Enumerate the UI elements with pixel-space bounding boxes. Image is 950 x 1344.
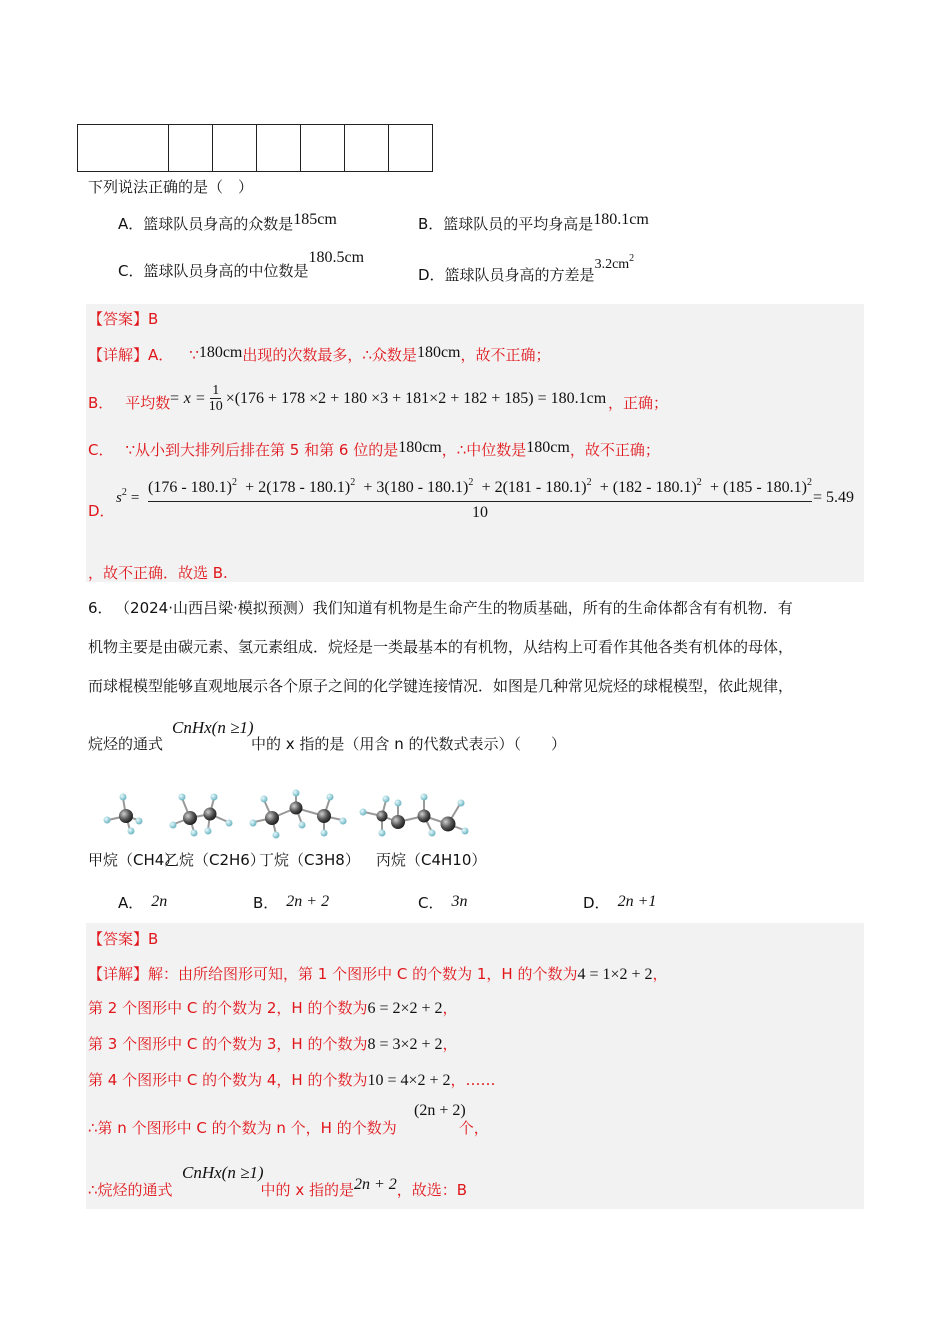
q6-option-d: D． 2n +1 [583, 893, 657, 912]
detail-line-c: C． ∵从小到大排列后排在第 5 和第 6 位的是180cm，∴中位数是180cm，故不正确； [88, 439, 660, 459]
q6-option-b: B． 2n + 2 [253, 893, 330, 912]
answer-label: 【答案】B [88, 310, 159, 328]
table-cell [213, 125, 257, 172]
option-c-label: C．篮球队员身高的中位数是 [118, 262, 309, 280]
ethane-model [170, 794, 233, 837]
option-d-math: $3.2cm^2$ [594, 253, 635, 272]
variance-symbol: $s^2$ = [116, 487, 140, 506]
butane-label: 丙烷（C4H10） [376, 851, 487, 869]
variance-term: + (182 - 180.1)$^2$ [599, 477, 702, 496]
height-table [77, 124, 433, 172]
h-count-expression: (2n + 2) [414, 1102, 466, 1119]
variance-result: = 5.49 [813, 489, 855, 506]
methane-label: 甲烷（CH4） [88, 851, 180, 869]
detail-line-a: 【详解】A． ∵180cm出现的次数最多，∴众数是180cm，故不正确； [88, 344, 551, 364]
detail2-line-1: 【详解】解：由所给图形可知，第 1 个图形中 C 的个数为 1，H 的个数为4 = 1×2 + 2， [88, 965, 668, 983]
variance-numerator [148, 477, 812, 497]
molecule-models [86, 786, 476, 842]
answer-label-2: 【答案】B [88, 930, 159, 948]
alkane-formula: CnHx(n ≥1) [172, 718, 254, 737]
propane-model [250, 790, 347, 839]
detail2-line-6: ∴烷烃的通式 中的 x 指的是2n + 2，故选：B [88, 1176, 468, 1199]
ethane-label: 乙烷（C2H6） [164, 851, 265, 869]
question-6-line-2: 机物主要是由碳元素、氢元素组成．烷烃是一类最基本的有机物，从结构上可看作其他各类有机体的母体， [88, 638, 794, 656]
detail2-line-4: 第 4 个图形中 C 的个数为 4，H 的个数为10 = 4×2 + 2，…… [88, 1071, 496, 1089]
alkane-formula-2: CnHx(n ≥1) [182, 1163, 264, 1182]
option-a-math: 185cm [293, 211, 337, 228]
option-d-label: D．篮球队员身高的方差是 [418, 266, 595, 284]
variance-term: + 2(178 - 180.1)$^2$ [245, 477, 356, 496]
butane-model [360, 794, 469, 837]
table-cell [78, 125, 169, 172]
option-b-label: B．篮球队员的平均身高是 [418, 215, 594, 233]
detail-line-b-tail: ，正确； [608, 394, 669, 412]
variance-term: + 3(180 - 180.1)$^2$ [363, 477, 474, 496]
question-6-line-3: 而球棍模型能够直观地展示各个原子之间的化学键连接情况．如图是几种常见烷烃的球棍模型，依此规律， [88, 677, 794, 695]
table-cell [257, 125, 301, 172]
option-a-label: A．篮球队员身高的众数是 [118, 215, 294, 233]
detail2-line-5: ∴第 n 个图形中 C 的个数为 n 个，H 的个数为 个， [88, 1119, 489, 1137]
variance-denominator: 10 [472, 504, 488, 521]
table-cell [389, 125, 433, 172]
mean-formula: = x = $\frac{1}{10}$ ×(176 + 178 ×2 + 180 ×3 + 181×2 + 182 + 185) = 180.1cm [169, 383, 607, 415]
variance-term: + (185 - 180.1)$^2$ [709, 477, 812, 496]
q6-option-a: A． 2n [118, 893, 168, 912]
variance-term: (176 - 180.1)$^2$ [148, 477, 237, 496]
table-cell [345, 125, 389, 172]
option-c [118, 249, 365, 282]
detail2-line-2: 第 2 个图形中 C 的个数为 2，H 的个数为6 = 2×2 + 2， [88, 999, 458, 1017]
option-b-math: 180.1cm [593, 211, 649, 228]
detail2-line-3: 第 3 个图形中 C 的个数为 3，H 的个数为8 = 3×2 + 2， [88, 1035, 458, 1053]
option-a [118, 211, 337, 235]
q6-option-c: C． 3n [418, 893, 468, 912]
detail-line-d-tail: ，故不正确．故选 B. [88, 564, 228, 582]
table-cell [301, 125, 345, 172]
fraction: $\frac{1}{10}$ [208, 383, 223, 415]
question-prompt: 下列说法正确的是（ ） [88, 178, 254, 196]
option-c-math: 180.5cm [308, 249, 365, 266]
question-6-line-1: 6． （2024·山西吕梁·模拟预测）我们知道有机物是生命产生的物质基础，所有的生命体都含有有机物．有 [88, 599, 793, 617]
variance-term: + 2(181 - 180.1)$^2$ [481, 477, 592, 496]
propane-label: 丁烷（C3H8） [259, 851, 360, 869]
question-6-line-4: 烷烃的通式 中的 x 指的是（用含 n 的代数式表示）（ ） [88, 735, 566, 753]
option-b [418, 211, 649, 235]
variance-fraction [148, 477, 812, 522]
option-d [418, 253, 635, 287]
table-cell [169, 125, 213, 172]
detail-line-d: D． [88, 502, 115, 520]
methane-model [104, 794, 143, 835]
detail-line-b: B． 平均数 [88, 394, 171, 412]
